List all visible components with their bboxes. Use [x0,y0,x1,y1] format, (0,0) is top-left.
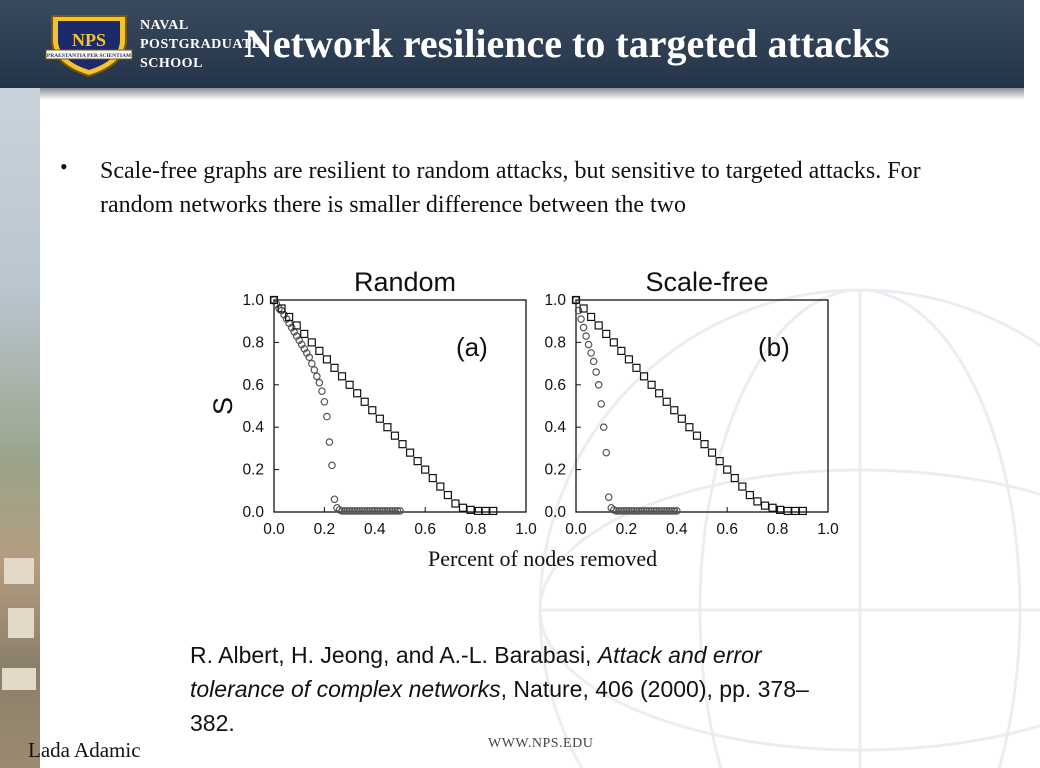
x-tick-label: 1.0 [817,521,839,538]
data-point-circle [601,424,607,430]
footer-url: WWW.NPS.EDU [488,736,594,751]
data-point-square [595,322,602,329]
y-tick-label: 1.0 [242,292,264,309]
data-point-square [444,492,451,499]
x-tick-label: 0.0 [263,521,285,538]
data-point-square [339,373,346,380]
x-tick-label: 1.0 [515,521,537,538]
data-point-circle [324,413,330,419]
data-point-square [716,458,723,465]
slide-title: Network resilience to targeted attacks [244,21,890,66]
x-tick-label: 0.4 [666,521,688,538]
data-point-square [746,492,753,499]
x-tick-label: 0.8 [766,521,789,538]
data-point-square [693,432,700,439]
y-tick-label: 0.6 [544,376,566,394]
data-point-circle [326,439,332,445]
data-point-square [482,507,489,514]
data-point-square [739,483,746,490]
footer-author: Lada Adamic [28,738,141,762]
x-tick-label: 0.2 [313,521,336,538]
data-point-square [354,390,361,397]
data-point-square [633,364,640,371]
data-point-square [678,415,685,422]
data-point-circle [603,449,609,455]
data-point-square [686,424,693,431]
bullet-dot: • [60,154,68,179]
school-line2: POSTGRADUATE [140,37,262,52]
citation-authors: R. Albert, H. Jeong, and A.-L. Barabasi, [190,642,598,668]
data-point-square [603,330,610,337]
data-point-square [316,347,323,354]
citation [190,638,850,740]
data-point-square [648,381,655,388]
x-tick-label: 0.0 [565,521,587,538]
data-point-circle [316,379,322,385]
y-axis-label: S [208,396,238,416]
data-point-square [361,398,368,405]
data-point-circle [593,369,599,375]
data-point-square [754,498,761,505]
x-tick-label: 0.2 [615,521,638,538]
y-tick-label: 1.0 [544,292,566,309]
data-point-circle [606,494,612,500]
logo-text: NPS [71,30,107,50]
panel-label-0: (a) [456,332,488,362]
citation-title: Attack and error tolerance of complex networks [190,642,762,702]
y-tick-label: 0.2 [544,461,566,479]
panel-title-1: Scale-free [645,267,769,297]
data-point-circle [583,333,589,339]
data-point-square [346,381,353,388]
data-point-square [762,502,769,509]
data-point-circle [595,382,601,388]
data-point-circle [311,367,317,373]
header-shadow [0,88,1024,100]
y-tick-label: 0.2 [242,461,264,479]
citation-rest: , Nature, 406 (2000), pp. 378–382. [190,676,809,736]
data-point-circle [588,350,594,356]
figure-xlabel: Percent of nodes removed [428,546,658,571]
data-point-square [618,347,625,354]
data-point-square [625,356,632,363]
data-point-square [769,504,776,511]
data-point-square [384,424,391,431]
x-tick-label: 0.4 [364,521,386,538]
plot-frame-0 [274,300,526,512]
campus-building [8,608,34,638]
data-point-square [376,415,383,422]
y-tick-label: 0.4 [544,419,566,437]
data-point-circle [329,462,335,468]
data-point-square [429,475,436,482]
data-point-circle [598,401,604,407]
data-point-square [301,330,308,337]
data-point-square [799,507,806,514]
data-point-square [490,507,497,514]
data-point-circle [590,358,596,364]
data-point-circle [321,399,327,405]
data-point-square [784,507,791,514]
data-point-square [656,390,663,397]
data-point-circle [314,373,320,379]
data-point-square [399,441,406,448]
y-tick-label: 0.8 [544,334,566,352]
data-point-square [701,441,708,448]
school-line1: NAVAL [140,18,189,33]
data-point-square [369,407,376,414]
panel-title-0: Random [353,267,457,297]
data-point-square [610,339,617,346]
panel-label-1: (b) [758,332,790,362]
y-tick-label: 0.0 [242,504,264,521]
data-point-square [671,407,678,414]
data-point-circle [319,388,325,394]
y-tick-label: 0.8 [242,334,264,352]
data-point-square [422,466,429,473]
logo-motto: PRAESTANTIA PER SCIENTIAM [46,53,132,59]
data-point-square [724,466,731,473]
data-point-circle [585,341,591,347]
x-tick-label: 0.6 [414,521,436,538]
data-point-square [407,449,414,456]
campus-building [2,668,36,690]
plot-frame-1 [576,300,828,512]
data-point-circle [309,360,315,366]
y-tick-label: 0.6 [242,376,264,394]
data-point-square [323,356,330,363]
data-point-square [460,504,467,511]
y-tick-label: 0.0 [544,504,566,521]
campus-building [4,558,34,584]
data-point-square [437,483,444,490]
data-point-square [308,339,315,346]
school-line3: SCHOOL [140,56,203,71]
data-point-square [588,313,595,320]
data-point-square [731,475,738,482]
data-point-circle [578,316,584,322]
data-point-circle [580,324,586,330]
data-point-square [792,507,799,514]
data-point-square [663,398,670,405]
data-point-square [452,500,459,507]
data-point-square [641,373,648,380]
campus-photo-strip [0,88,40,768]
data-point-square [709,449,716,456]
x-tick-label: 0.6 [716,521,738,538]
bullet-text: Scale-free graphs are resilient to random attacks, but sensitive to targeted attacks. For random networks there is smaller difference between the two [100,158,921,218]
data-point-circle [331,496,337,502]
x-tick-label: 0.8 [464,521,487,538]
data-point-square [391,432,398,439]
nps-logo [44,10,134,78]
data-point-square [331,364,338,371]
resilience-figure [208,258,856,548]
data-point-square [414,458,421,465]
y-tick-label: 0.4 [242,419,264,437]
